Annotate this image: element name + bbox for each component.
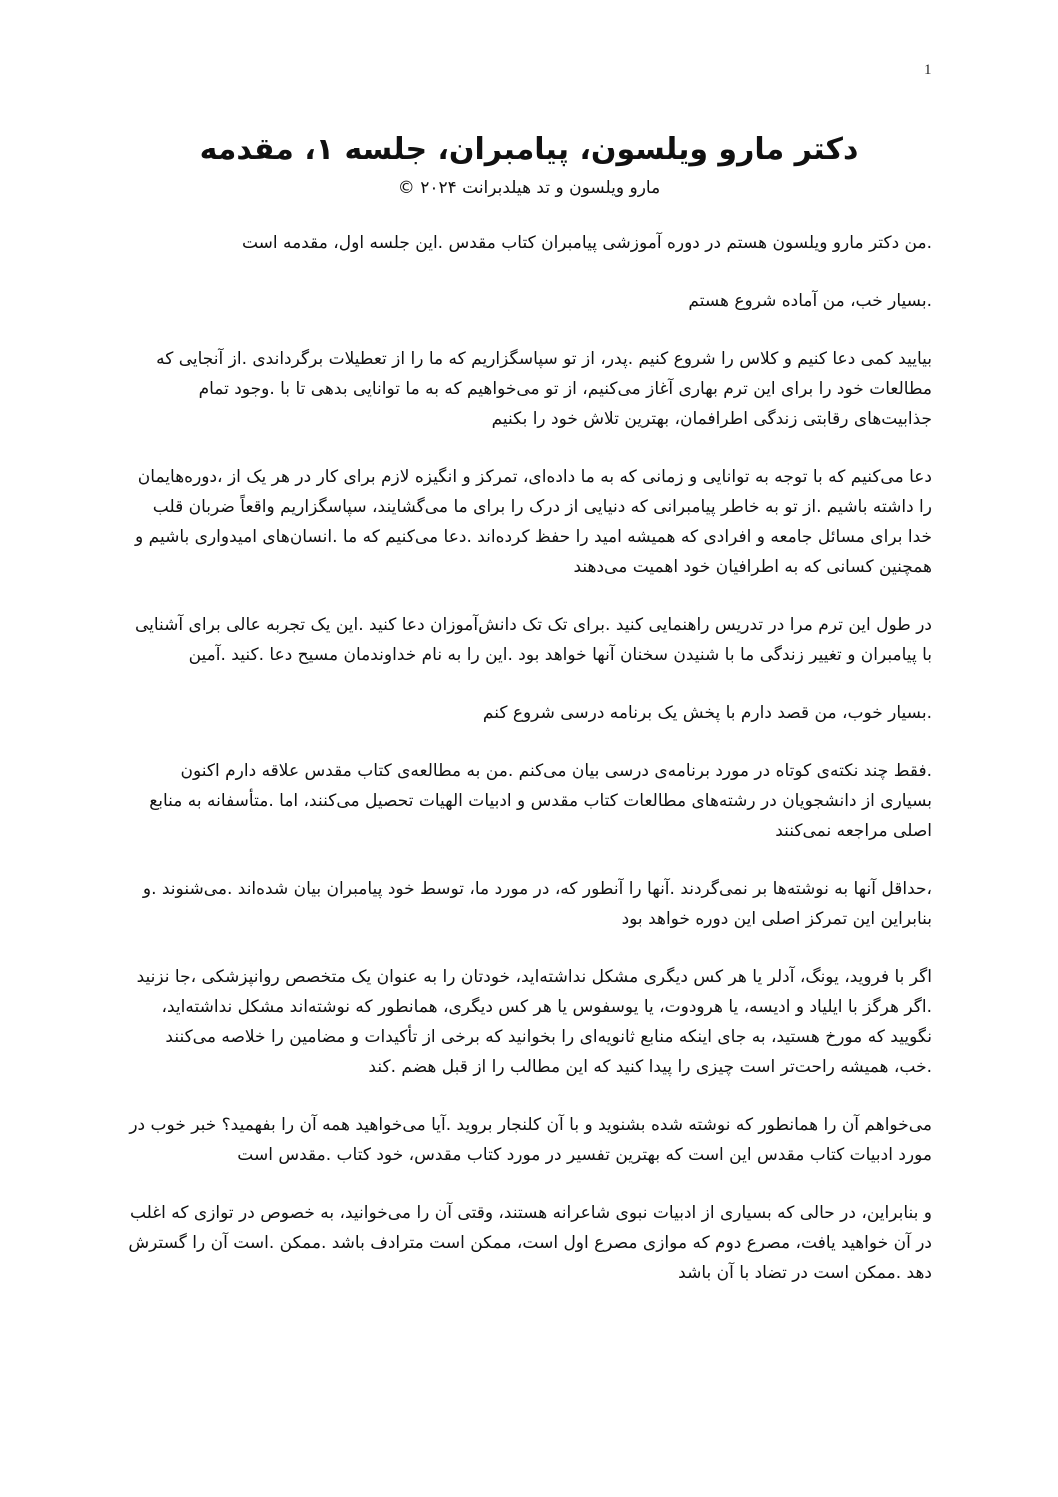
paragraph-prayer-start: بیایید کمی دعا کنیم و کلاس را شروع کنیم .پدر، از تو سپاسگزاریم که ما را از تعطیلات برگرداندی .از آنجایی که مطالعات خود را برای این ترم بهاری آغاز می‌کنیم، از تو می‌خواهیم که به ما توانایی بدهی تا با .وجود تمام جذابیت‌های رقابتی زندگی اطرافمان، بهترین تلاش خود را بکنیم xyxy=(156,349,932,429)
paragraph-prayer-focus: دعا می‌کنیم که با توجه به توانایی و زمانی که به ما داده‌ای، تمرکز و انگیزه لازم برای کار در هر یک از ،دوره‌هایمان را داشته باشیم .از تو به خاطر پیامبرانی که دنیایی از درک را برای ما می‌گشایند، سپاسگزاریم واقعاً ضربان قلب خدا برای مسائل جامعه و افرادی که همیشه امید را حفظ کرده‌اند .دعا می‌کنیم که ما .انسان‌های امیدواری باشیم و همچنین کسانی که به اطرافیان خود اهمیت می‌دهند xyxy=(135,467,932,577)
paragraph-intro: .من دکتر مارو ویلسون هستم در دوره آموزشی پیامبران کتاب مقدس .این جلسه اول، مقدمه است xyxy=(241,233,932,253)
document-body xyxy=(126,228,932,1316)
document-header xyxy=(0,128,1058,202)
paragraph-syllabus: .بسیار خوب، من قصد دارم با پخش یک برنامه درسی شروع کنم xyxy=(482,703,932,723)
paragraph-experts: اگر با فروید، یونگ، آدلر یا هر کس دیگری مشکل نداشته‌اید، خودتان را به عنوان یک متخصص روانپزشکی ،جا نزنید .اگر هرگز با ایلیاد و ادیسه، یا هرودوت، یا یوسفوس یا هر کس دیگری، همانطور که نوشته‌اند مشکل نداشته‌اید، نگویید که مورخ هستید، به جای اینکه منابع ثانویه‌ای را بخوانید که برخی از تأکیدات و مضامین را خلاصه می‌کنند .خب، همیشه راحت‌تر است چیزی را پیدا کنید که این مطالب را از قبل هضم .کند xyxy=(136,967,932,1077)
page-number: 1 xyxy=(924,62,932,78)
paragraph-prayer-end: در طول این ترم مرا در تدریس راهنمایی کنید .برای تک تک دانش‌آموزان دعا کنید .این یک تجربه عالی برای آشنایی با پیامبران و تغییر زندگی ما با شنیدن سخنان آنها خواهد بود .این را به نام خداوندمان مسیح دعا .کنید .آمین xyxy=(134,615,932,665)
paragraph-ready: .بسیار خب، من آماده شروع هستم xyxy=(688,291,932,311)
paragraph-parallelism: و بنابراین، در حالی که بسیاری از ادبیات نبوی شاعرانه هستند، وقتی آن را می‌خوانید، به خصوص در توازی که اغلب در آن خواهید یافت، مصرع دوم که موازی مصرع اول است، ممکن است مترادف باشد .ممکن .است آن را گسترش دهد .ممکن است در تضاد با آن باشد xyxy=(128,1203,932,1283)
paragraph-writings: ،حداقل آنها به نوشته‌ها بر نمی‌گردند .آنها را آنطور که، در مورد ما، توسط خود پیامبران بیان شده‌اند .می‌شنوند .و بنابراین این تمرکز اصلی این دوره خواهد بود xyxy=(142,879,932,929)
paragraph-primary-sources: .فقط چند نکته‌ی کوتاه در مورد برنامه‌ی درسی بیان می‌کنم .من به مطالعه‌ی کتاب مقدس علاقه دارم اکنون بسیاری از دانشجویان در رشته‌های مطالعات کتاب مقدس و ادبیات الهیات تحصیل می‌کنند، اما .متأسفانه به منابع اصلی مراجعه نمی‌کنند xyxy=(149,761,932,841)
document-title: دکتر مارو ویلسون، پیامبران، جلسه ۱، مقدمه xyxy=(199,132,859,167)
paragraph-scripture: می‌خواهم آن را همانطور که نوشته شده بشنوید و با آن کلنجار بروید .آیا می‌خواهید همه آن را بفهمید؟ خبر خوب در مورد ادبیات کتاب مقدس این است که بهترین تفسیر در مورد کتاب مقدس، خود کتاب .مقدس است xyxy=(129,1115,932,1165)
copyright-line: مارو ویلسون و تد هیلدبرانت ۲۰۲۴ © xyxy=(397,178,661,198)
